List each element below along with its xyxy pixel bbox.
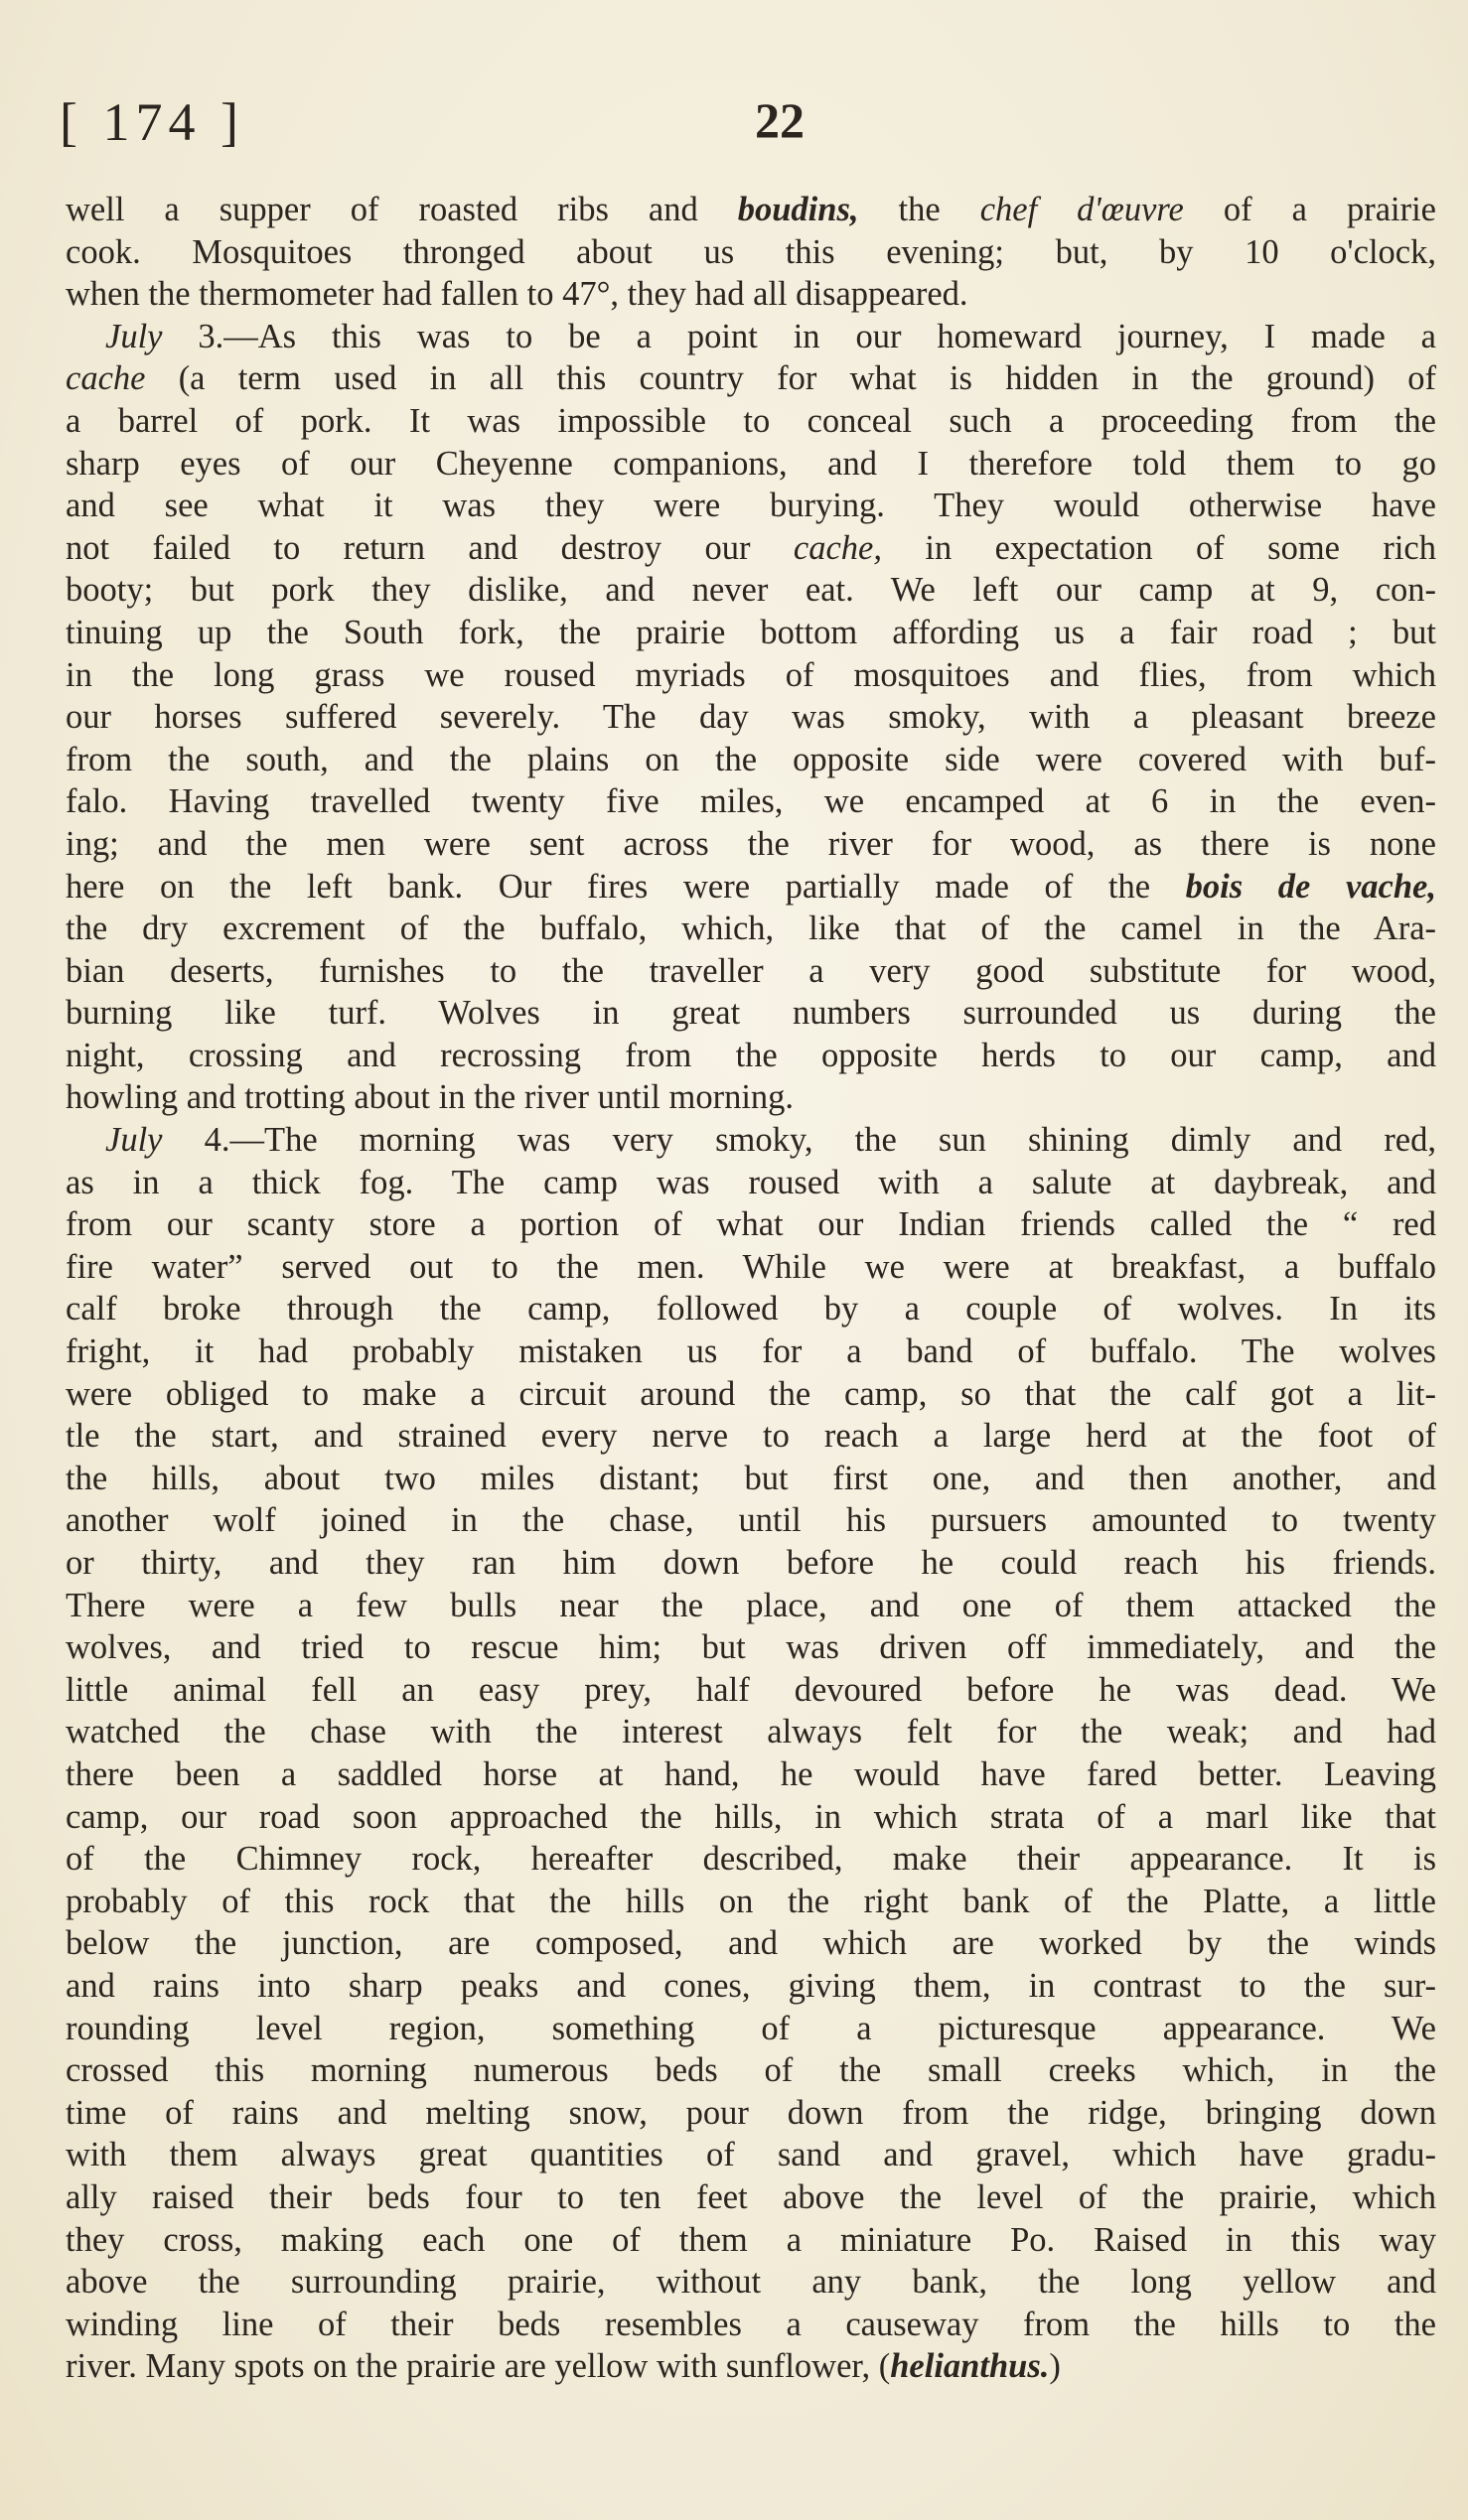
text-line bbox=[66, 1965, 1436, 2008]
text-line bbox=[66, 1542, 1436, 1585]
text-line bbox=[66, 1753, 1436, 1796]
italic-text: cache, bbox=[793, 528, 882, 567]
text-line bbox=[66, 443, 1436, 486]
italic-text: July bbox=[105, 1121, 163, 1160]
text-line bbox=[66, 2008, 1436, 2050]
text-line bbox=[66, 866, 1436, 909]
text-run: probably of this rock that the hills on the right bank of the Platte, a little bbox=[66, 1882, 1436, 1920]
text-line bbox=[66, 1669, 1436, 1712]
text-run: winding line of their beds resembles a causeway from the hills to the bbox=[66, 2305, 1436, 2343]
text-run: another wolf joined in the chase, until his pursuers amounted to twenty bbox=[66, 1501, 1436, 1540]
text-run: fright, it had probably mistaken us for a band of buffalo. The wolves bbox=[66, 1332, 1436, 1371]
text-line bbox=[66, 1585, 1436, 1627]
text-line bbox=[66, 780, 1436, 823]
text-run: burning like turf. Wolves in great numbers surrounded us during the bbox=[66, 994, 1436, 1033]
text-run: below the junction, are composed, and which are worked by the winds bbox=[66, 1924, 1436, 1963]
text-run: not failed to return and destroy our bbox=[66, 528, 794, 567]
italic-text: chef d'œuvre bbox=[979, 191, 1184, 228]
text-line bbox=[66, 1373, 1436, 1416]
text-run: sharp eyes of our Cheyenne companions, and I therefore told them to go bbox=[66, 444, 1436, 483]
text-line bbox=[66, 1330, 1436, 1373]
text-line bbox=[66, 316, 1436, 358]
text-line bbox=[66, 485, 1436, 527]
text-run: in expectation of some rich bbox=[882, 528, 1436, 567]
text-run: night, crossing and recrossing from the opposite herds to our camp, and bbox=[66, 1036, 1436, 1074]
text-line bbox=[66, 2304, 1436, 2346]
text-line bbox=[66, 1076, 1436, 1119]
text-line bbox=[66, 654, 1436, 697]
page-reference: [ 174 ] bbox=[60, 92, 244, 152]
text-run: 4.—The morning was very smoky, the sun shining dimly and red, bbox=[162, 1121, 1436, 1160]
italic-text: cache bbox=[66, 359, 146, 398]
text-run: of the Chimney rock, hereafter described, make their appearance. It is bbox=[66, 1840, 1436, 1879]
text-run: our horses suffered severely. The day was smoky, with a pleasant breeze bbox=[66, 698, 1436, 737]
text-run: fire water” served out to the men. While we were at breakfast, a buffalo bbox=[66, 1247, 1436, 1286]
text-run: from the south, and the plains on the opposite side were covered with buf- bbox=[66, 740, 1436, 778]
text-line bbox=[66, 823, 1436, 866]
text-run: above the surrounding prairie, without any bank, the long yellow and bbox=[66, 2263, 1436, 2302]
text-run: of a prairie bbox=[1183, 191, 1436, 228]
text-line bbox=[66, 950, 1436, 993]
italic-text: boudins, bbox=[737, 191, 859, 228]
text-line bbox=[66, 1499, 1436, 1542]
text-run: a barrel of pork. It was impossible to conceal such a proceeding from the bbox=[66, 401, 1436, 440]
text-line bbox=[66, 231, 1436, 274]
text-run: the hills, about two miles distant; but first one, and then another, and bbox=[66, 1459, 1436, 1497]
text-line bbox=[66, 1203, 1436, 1246]
italic-text: helianthus. bbox=[890, 2347, 1050, 2386]
text-run: time of rains and melting snow, pour down from the ridge, bringing down bbox=[66, 2093, 1436, 2132]
text-line bbox=[66, 1711, 1436, 1753]
text-run: ally raised their beds four to ten feet above the level of the prairie, which bbox=[66, 2177, 1436, 2216]
text-run: and rains into sharp peaks and cones, giving them, in contrast to the sur- bbox=[66, 1966, 1436, 2005]
text-run: falo. Having travelled twenty five miles, we encamped at 6 in the even- bbox=[66, 782, 1436, 821]
text-run: 3.—As this was to be a point in our homeward journey, I made a bbox=[162, 317, 1436, 355]
text-line bbox=[66, 1288, 1436, 1330]
text-line bbox=[66, 1458, 1436, 1500]
page-header bbox=[60, 91, 1408, 161]
text-line bbox=[66, 2261, 1436, 2304]
page-number: 22 bbox=[755, 92, 805, 148]
text-line bbox=[66, 1162, 1436, 1204]
text-run: ) bbox=[1049, 2347, 1061, 2386]
text-run: tinuing up the South fork, the prairie bottom affording us a fair road ; but bbox=[66, 613, 1436, 651]
text-run: as in a thick fog. The camp was roused with a salute at daybreak, and bbox=[66, 1163, 1436, 1201]
text-line bbox=[66, 1881, 1436, 1923]
text-line bbox=[66, 612, 1436, 654]
text-line bbox=[66, 1626, 1436, 1669]
text-run: calf broke through the camp, followed by a couple of wolves. In its bbox=[66, 1290, 1436, 1329]
text-line bbox=[66, 357, 1436, 400]
text-run: rounding level region, something of a picturesque appearance. We bbox=[66, 2009, 1436, 2047]
text-line bbox=[66, 189, 1436, 231]
italic-text: July bbox=[105, 317, 163, 355]
text-run: from our scanty store a portion of what our Indian friends called the “ red bbox=[66, 1205, 1436, 1244]
text-run: watched the chase with the interest always felt for the weak; and had bbox=[66, 1713, 1436, 1751]
text-run: were obliged to make a circuit around the camp, so that the calf got a lit- bbox=[66, 1374, 1436, 1413]
text-run: when the thermometer had fallen to 47°, they had all disappeared. bbox=[66, 275, 968, 314]
text-line bbox=[66, 273, 1436, 316]
text-run: howling and trotting about in the river until morning. bbox=[66, 1078, 795, 1117]
text-line bbox=[66, 992, 1436, 1035]
text-run: in the long grass we roused myriads of mosquitoes and flies, from which bbox=[66, 655, 1436, 694]
text-line bbox=[66, 696, 1436, 739]
text-run: and see what it was they were burying. They would otherwise have bbox=[66, 487, 1436, 525]
text-run: they cross, making each one of them a miniature Po. Raised in this way bbox=[66, 2220, 1436, 2259]
text-run: here on the left bank. Our fires were partially made of the bbox=[66, 867, 1186, 906]
text-line bbox=[66, 1922, 1436, 1965]
text-run: there been a saddled horse at hand, he would have fared better. Leaving bbox=[66, 1754, 1436, 1793]
text-run: bian deserts, furnishes to the traveller a very good substitute for wood, bbox=[66, 951, 1436, 990]
text-run: camp, our road soon approached the hills, in which strata of a marl like that bbox=[66, 1797, 1436, 1836]
text-run: wolves, and tried to rescue him; but was driven off immediately, and the bbox=[66, 1628, 1436, 1667]
text-run: crossed this morning numerous beds of the small creeks which, in the bbox=[66, 2051, 1436, 2090]
text-run: booty; but pork they dislike, and never eat. We left our camp at 9, con- bbox=[66, 571, 1436, 610]
text-line bbox=[66, 1796, 1436, 1839]
text-run: river. Many spots on the prairie are yellow with sunflower, ( bbox=[66, 2347, 891, 2386]
text-run: or thirty, and they ran him down before he could reach his friends. bbox=[66, 1544, 1436, 1582]
text-line bbox=[66, 2092, 1436, 2135]
text-run: the bbox=[858, 191, 980, 228]
text-line bbox=[66, 739, 1436, 781]
text-line bbox=[66, 908, 1436, 950]
text-run: little animal fell an easy prey, half devoured before he was dead. We bbox=[66, 1670, 1436, 1709]
text-run: the dry excrement of the buffalo, which, like that of the camel in the Ara- bbox=[66, 910, 1436, 948]
text-line bbox=[66, 2049, 1436, 2092]
text-line bbox=[66, 400, 1436, 443]
text-line bbox=[66, 527, 1436, 570]
text-run: well a supper of roasted ribs and bbox=[66, 191, 738, 228]
text-line bbox=[66, 569, 1436, 612]
text-line bbox=[66, 1119, 1436, 1162]
text-line bbox=[66, 1838, 1436, 1881]
text-line bbox=[66, 2134, 1436, 2176]
text-run: with them always great quantities of sand and gravel, which have gradu- bbox=[66, 2136, 1436, 2174]
text-line bbox=[66, 1415, 1436, 1458]
text-line bbox=[66, 1246, 1436, 1289]
text-run: tle the start, and strained every nerve to reach a large herd at the foot of bbox=[66, 1417, 1436, 1456]
text-run: (a term used in all this country for what is hidden in the ground) of bbox=[145, 359, 1436, 398]
italic-text: bois de vache, bbox=[1185, 867, 1436, 906]
text-line bbox=[66, 2345, 1436, 2388]
text-line bbox=[66, 2176, 1436, 2219]
text-run: There were a few bulls near the place, and one of them attacked the bbox=[66, 1586, 1436, 1624]
text-run: cook. Mosquitoes thronged about us this evening; but, by 10 o'clock, bbox=[66, 232, 1436, 271]
text-line bbox=[66, 2219, 1436, 2262]
text-run: ing; and the men were sent across the river for wood, as there is none bbox=[66, 824, 1436, 863]
body-text bbox=[66, 189, 1436, 2388]
text-line bbox=[66, 1035, 1436, 1077]
